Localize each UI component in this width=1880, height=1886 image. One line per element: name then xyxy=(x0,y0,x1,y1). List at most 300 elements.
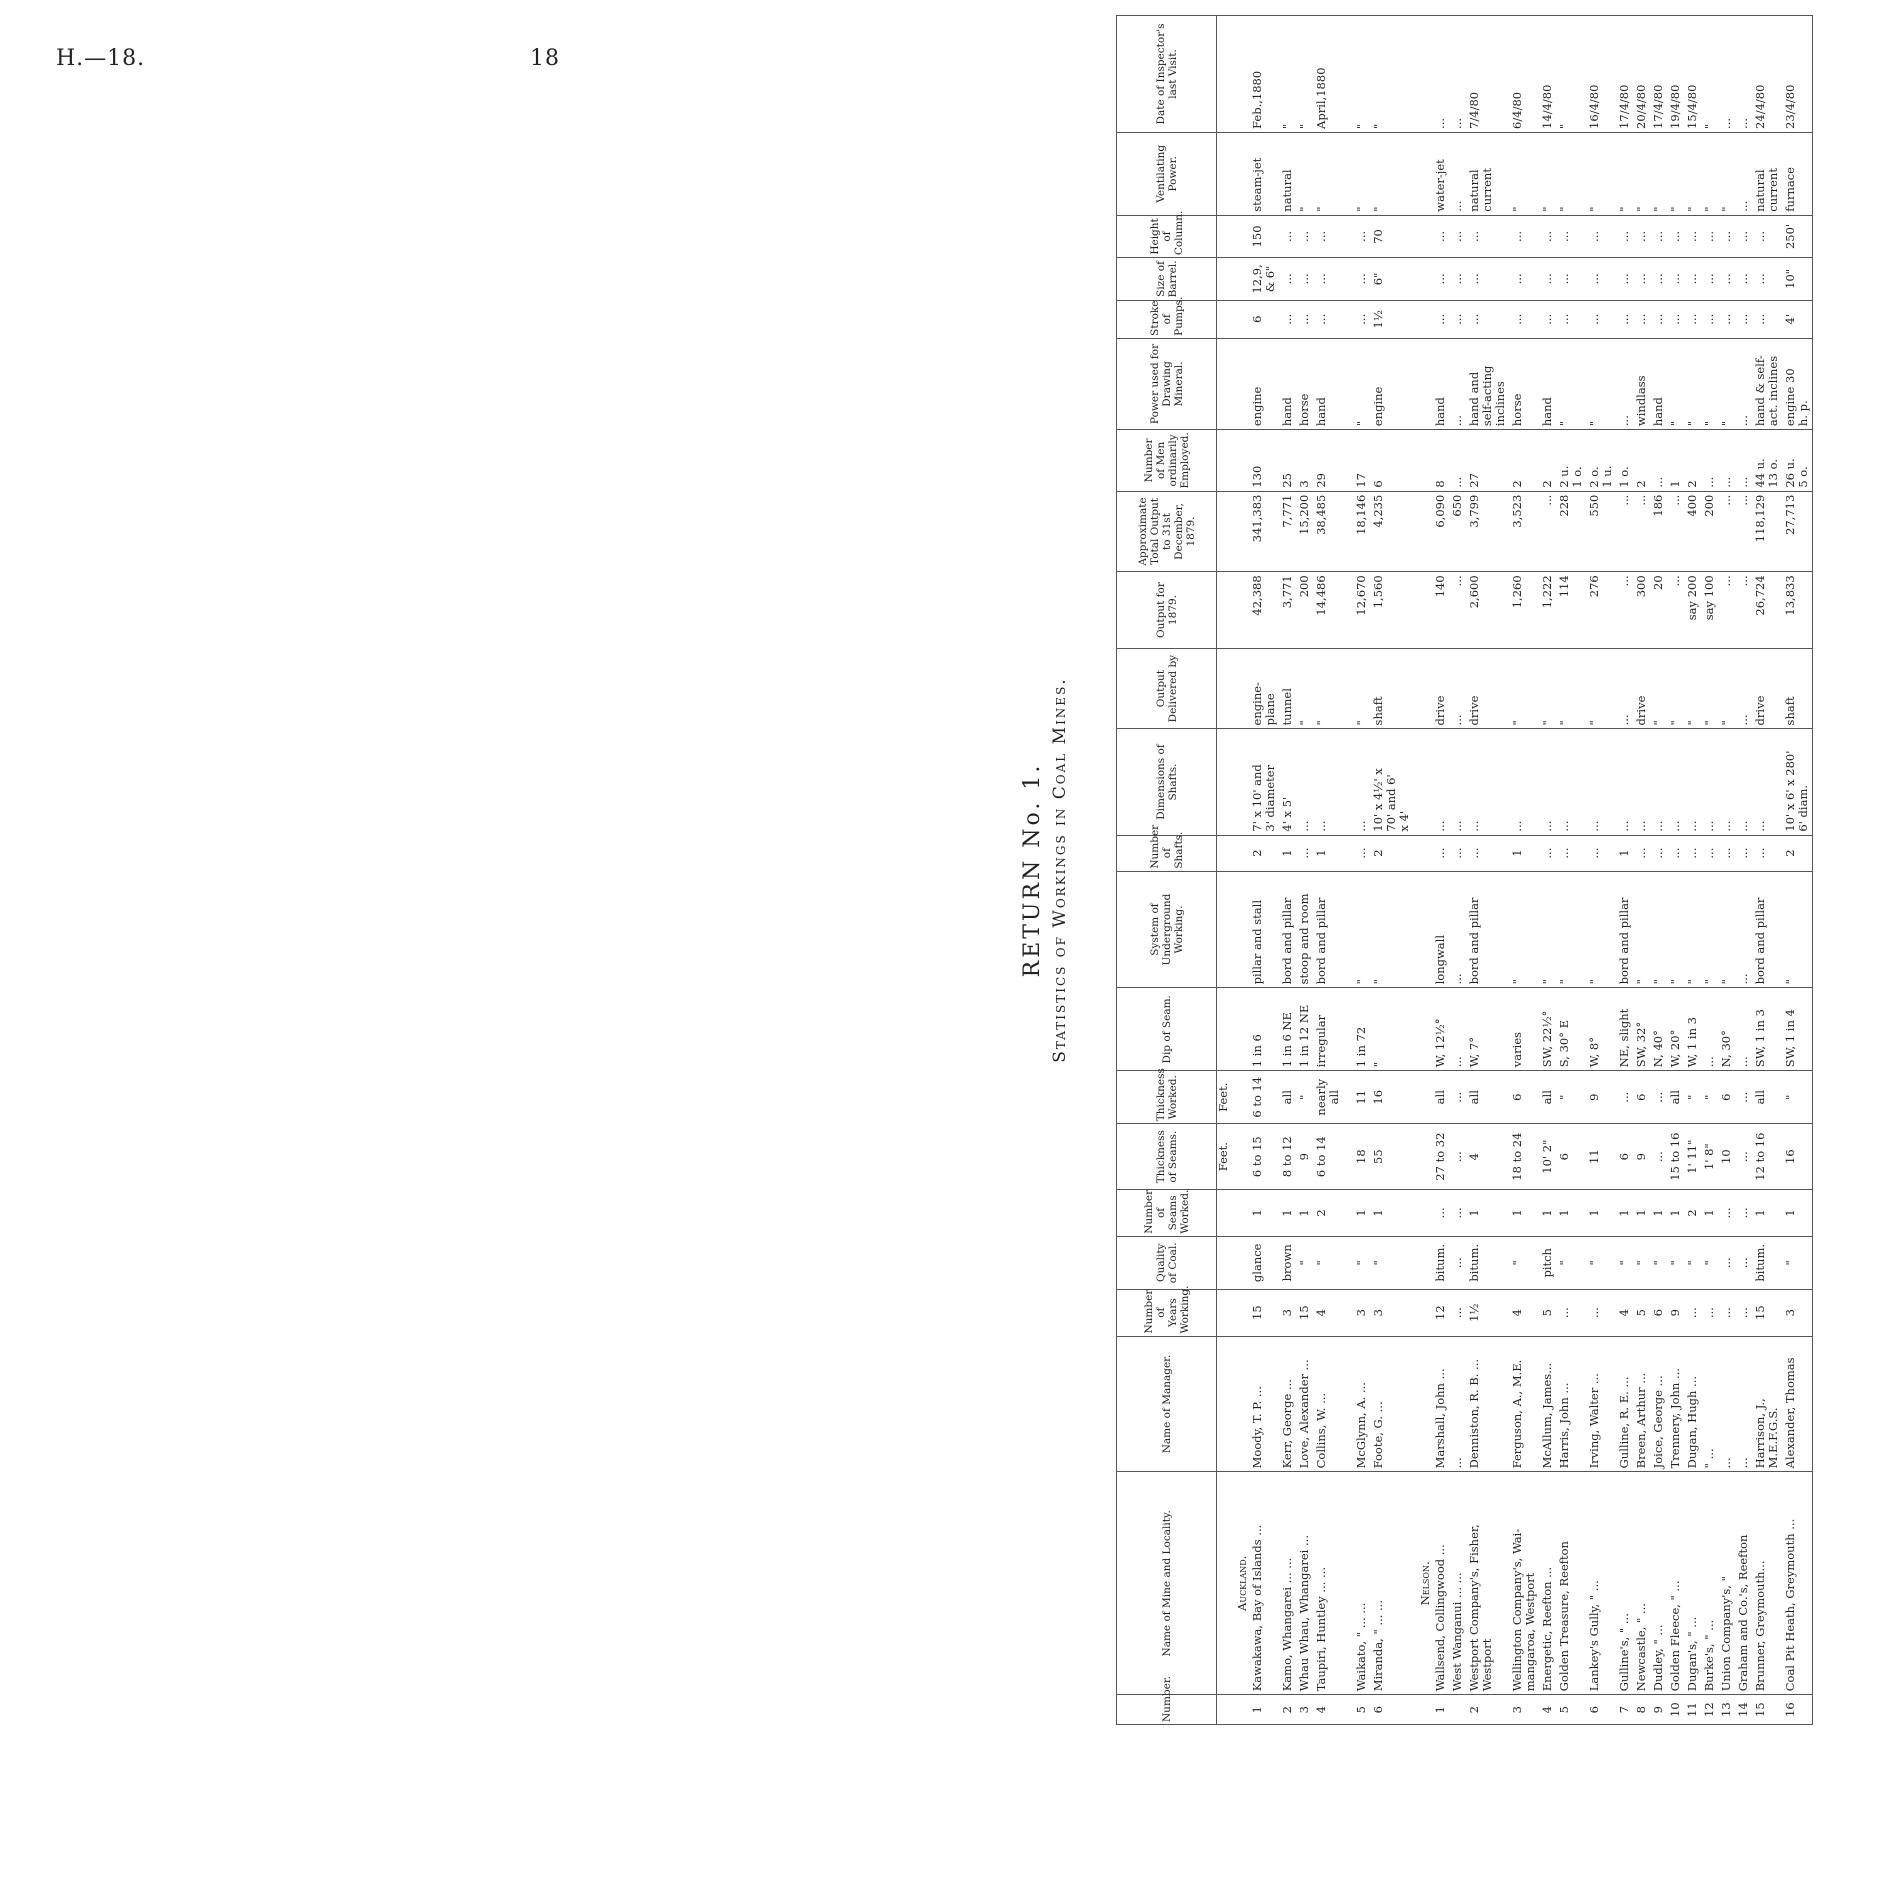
table-cell: 16 xyxy=(1782,1124,1813,1190)
table-cell: ... xyxy=(1735,988,1752,1071)
table-cell: ... xyxy=(1616,258,1633,300)
units-cell xyxy=(1217,215,1231,257)
table-cell: 14,486 xyxy=(1313,572,1343,648)
table-cell: 19/4/80 xyxy=(1667,16,1684,133)
table-cell: ... xyxy=(1667,258,1684,300)
table-cell: April,1880 xyxy=(1313,16,1343,133)
table-cell: ... xyxy=(1684,215,1701,257)
table-cell: ... xyxy=(1586,729,1616,835)
table-cell: Dugan, Hugh ... xyxy=(1684,1336,1701,1472)
table-cell: ... xyxy=(1735,572,1752,648)
table-cell: ... xyxy=(1752,729,1782,835)
section-name: Auckland. xyxy=(1230,1472,1249,1695)
table-cell: ... xyxy=(1735,430,1752,492)
table-cell: ... xyxy=(1466,300,1509,338)
table-cell: " xyxy=(1539,648,1556,729)
column-header: Dip of Seam. xyxy=(1117,988,1217,1071)
table-cell: " xyxy=(1684,132,1701,215)
table-cell: 3,523 xyxy=(1509,491,1539,572)
table-cell xyxy=(1413,1695,1432,1725)
table-cell: 150 xyxy=(1249,215,1279,257)
page-number: 18 xyxy=(530,46,560,71)
table-cell: " xyxy=(1313,1236,1343,1289)
table-cell xyxy=(1230,1236,1249,1289)
table-cell: ... xyxy=(1718,835,1735,871)
table-cell: S, 30° E xyxy=(1556,988,1586,1071)
table-cell: ... xyxy=(1735,132,1752,215)
table-cell: ... xyxy=(1684,300,1701,338)
table-cell: 250' xyxy=(1782,215,1813,257)
table-cell: 6 to 14 xyxy=(1249,1071,1279,1124)
table-cell: 5 xyxy=(1353,1695,1370,1725)
table-cell: 1 xyxy=(1616,835,1633,871)
table-cell: 18,146 xyxy=(1353,491,1370,572)
table-cell: ... xyxy=(1718,300,1735,338)
table-cell: 14/4/80 xyxy=(1539,16,1556,133)
table-cell: ... xyxy=(1735,338,1752,429)
table-cell: " xyxy=(1556,1236,1586,1289)
table-cell xyxy=(1230,258,1249,300)
table-cell: 2 xyxy=(1509,430,1539,492)
table-cell: hand xyxy=(1539,338,1556,429)
table-row xyxy=(1718,16,1735,1725)
table-cell: ... xyxy=(1296,729,1313,835)
section-name: Nelson. xyxy=(1413,1472,1432,1695)
table-cell: 1 xyxy=(1432,1695,1449,1725)
table-cell: 9 xyxy=(1650,1695,1667,1725)
table-cell: 44 u. 13 o. xyxy=(1752,430,1782,492)
table-cell: 1 xyxy=(1370,1190,1413,1237)
table-cell xyxy=(1343,300,1353,338)
units-cell xyxy=(1217,648,1231,729)
table-cell xyxy=(1230,16,1249,133)
table-cell: ... xyxy=(1667,215,1684,257)
table-cell xyxy=(1230,1071,1249,1124)
table-cell: 2 xyxy=(1466,1695,1509,1725)
table-cell: Kamo, Whangarei ... ... xyxy=(1279,1472,1296,1695)
table-cell: " xyxy=(1684,871,1701,988)
table-cell: " xyxy=(1279,16,1296,133)
table-cell: natural current xyxy=(1752,132,1782,215)
table-row xyxy=(1616,16,1633,1725)
table-cell: ... xyxy=(1718,1336,1735,1472)
table-cell xyxy=(1230,215,1249,257)
column-header: Output Delivered by xyxy=(1117,648,1217,729)
table-cell: ... xyxy=(1735,729,1752,835)
table-cell: ... xyxy=(1586,300,1616,338)
table-cell: ... xyxy=(1449,338,1466,429)
table-cell: " xyxy=(1650,132,1667,215)
table-cell: ... xyxy=(1718,491,1735,572)
table-cell: " xyxy=(1684,338,1701,429)
table-cell: longwall xyxy=(1432,871,1449,988)
table-cell: natural xyxy=(1279,132,1296,215)
table-cell xyxy=(1343,1695,1353,1725)
table-cell: natural current xyxy=(1466,132,1509,215)
table-row xyxy=(1313,16,1343,1725)
table-cell: 16 xyxy=(1782,1695,1813,1725)
table-cell: 11 xyxy=(1684,1695,1701,1725)
table-cell: " xyxy=(1650,871,1667,988)
table-cell: ... xyxy=(1466,215,1509,257)
table-cell: " xyxy=(1684,648,1701,729)
table-cell: 2 u. 1 o. xyxy=(1556,430,1586,492)
table-cell: 1 in 6 NE xyxy=(1279,988,1296,1071)
table-cell: " xyxy=(1667,338,1684,429)
table-cell: 6 to 15 xyxy=(1249,1124,1279,1190)
table-cell: hand and self-acting inclines xyxy=(1466,338,1509,429)
section-row xyxy=(1413,16,1432,1725)
table-cell: 140 xyxy=(1432,572,1449,648)
table-cell: 200 xyxy=(1701,491,1718,572)
table-cell: 12,9, & 6" xyxy=(1249,258,1279,300)
table-cell: Denniston, R. B. ... xyxy=(1466,1336,1509,1472)
table-cell: 5 xyxy=(1633,1289,1650,1336)
table-cell: ... xyxy=(1449,835,1466,871)
units-cell xyxy=(1217,1695,1231,1725)
table-cell: ... xyxy=(1684,729,1701,835)
table-row xyxy=(1650,16,1667,1725)
table-cell: 15 xyxy=(1752,1289,1782,1336)
table-cell: ... xyxy=(1650,729,1667,835)
table-cell xyxy=(1230,648,1249,729)
table-cell: 12 to 16 xyxy=(1752,1124,1782,1190)
table-row xyxy=(1586,16,1616,1725)
table-cell: hand xyxy=(1279,338,1296,429)
table-cell xyxy=(1413,215,1432,257)
table-cell: 4 xyxy=(1509,1289,1539,1336)
table-cell xyxy=(1343,572,1353,648)
table-cell: 24/4/80 xyxy=(1752,16,1782,133)
table-cell: Brunner, Greymouth... xyxy=(1752,1472,1782,1695)
table-cell: " xyxy=(1667,871,1684,988)
table-cell: ... xyxy=(1449,729,1466,835)
table-cell: 16 xyxy=(1370,1071,1413,1124)
table-cell xyxy=(1343,16,1353,133)
table-cell: Collins, W. ... xyxy=(1313,1336,1343,1472)
table-cell: Wallsend, Collingwood ... xyxy=(1432,1472,1449,1695)
table-cell: 12 xyxy=(1701,1695,1718,1725)
table-cell: N, 40° xyxy=(1650,988,1667,1071)
table-cell xyxy=(1230,988,1249,1071)
table-cell: " xyxy=(1296,16,1313,133)
table-cell: ... xyxy=(1633,835,1650,871)
table-cell: 3 xyxy=(1370,1289,1413,1336)
table-cell xyxy=(1230,132,1249,215)
table-cell: 15 xyxy=(1296,1289,1313,1336)
table-cell: Kerr, George ... xyxy=(1279,1336,1296,1472)
table-cell xyxy=(1343,1190,1353,1237)
table-cell: 1 xyxy=(1279,835,1296,871)
table-cell: shaft xyxy=(1370,648,1413,729)
table-cell: ... xyxy=(1432,215,1449,257)
table-cell xyxy=(1413,300,1432,338)
table-cell xyxy=(1343,338,1353,429)
table-cell: 10 xyxy=(1718,1124,1735,1190)
table-cell: ... xyxy=(1586,258,1616,300)
table-cell: 10' x 4½' x 70' and 6' x 4' xyxy=(1370,729,1413,835)
table-cell xyxy=(1343,648,1353,729)
table-row xyxy=(1667,16,1684,1725)
table-cell: 7 xyxy=(1616,1695,1633,1725)
table-cell: ... xyxy=(1616,491,1633,572)
table-cell: ... xyxy=(1313,258,1343,300)
table-cell: " xyxy=(1353,132,1370,215)
table-cell: 26,724 xyxy=(1752,572,1782,648)
table-cell: 1 xyxy=(1633,1190,1650,1237)
table-cell xyxy=(1230,871,1249,988)
table-cell: W, 20° xyxy=(1667,988,1684,1071)
table-cell: ... xyxy=(1701,729,1718,835)
table-cell: drive xyxy=(1752,648,1782,729)
table-cell: 17/4/80 xyxy=(1650,16,1667,133)
table-cell: 23/4/80 xyxy=(1782,16,1813,133)
table-cell: 3,799 xyxy=(1466,491,1509,572)
table-cell: 1 xyxy=(1586,1190,1616,1237)
table-cell xyxy=(1343,1236,1353,1289)
table-cell: 6 xyxy=(1509,1071,1539,1124)
table-cell: ... xyxy=(1296,258,1313,300)
section-row xyxy=(1230,16,1249,1725)
table-cell: nearly all xyxy=(1313,1071,1343,1124)
table-cell: 11 xyxy=(1586,1124,1616,1190)
table-cell: 26 u. 5 o. xyxy=(1782,430,1813,492)
table-cell: " xyxy=(1353,338,1370,429)
column-header: Number of Men ordinarily Employed. xyxy=(1117,430,1217,492)
table-cell: drive xyxy=(1432,648,1449,729)
table-cell: ... xyxy=(1667,572,1684,648)
table-cell: ... xyxy=(1735,300,1752,338)
table-cell: water-jet xyxy=(1432,132,1449,215)
table-cell: " xyxy=(1370,1236,1413,1289)
table-cell: " xyxy=(1667,1236,1684,1289)
table-cell: 18 xyxy=(1353,1124,1370,1190)
table-cell: ... xyxy=(1449,1190,1466,1237)
table-body xyxy=(1217,16,1813,1725)
table-cell: ... xyxy=(1432,835,1449,871)
table-cell: 1 xyxy=(1296,1190,1313,1237)
table-cell: ... xyxy=(1509,729,1539,835)
table-row xyxy=(1735,16,1752,1725)
table-cell: " xyxy=(1556,871,1586,988)
table-cell: 300 xyxy=(1633,572,1650,648)
table-cell: 1 in 72 xyxy=(1353,988,1370,1071)
table-row xyxy=(1752,16,1782,1725)
table-cell: ... xyxy=(1539,729,1556,835)
table-cell: ... xyxy=(1466,835,1509,871)
table-cell: ... xyxy=(1466,258,1509,300)
units-cell xyxy=(1217,871,1231,988)
table-cell: 15 xyxy=(1249,1289,1279,1336)
table-cell: ... xyxy=(1701,258,1718,300)
table-cell: bord and pillar xyxy=(1752,871,1782,988)
units-cell xyxy=(1217,1236,1231,1289)
table-cell: 341,383 xyxy=(1249,491,1279,572)
table-cell: " xyxy=(1782,1236,1813,1289)
table-row xyxy=(1343,16,1353,1725)
table-cell: 3 xyxy=(1509,1695,1539,1725)
table-cell: engine 30 h. p. xyxy=(1782,338,1813,429)
column-header: Power used for Drawing Mineral. xyxy=(1117,338,1217,429)
table-cell: Foote, G. ... xyxy=(1370,1336,1413,1472)
table-cell: 1½ xyxy=(1370,300,1413,338)
units-cell xyxy=(1217,729,1231,835)
table-cell: 1,260 xyxy=(1509,572,1539,648)
table-cell: 8 xyxy=(1633,1695,1650,1725)
table-cell: ... xyxy=(1633,258,1650,300)
table-cell: ... xyxy=(1667,300,1684,338)
table-cell: ... xyxy=(1701,300,1718,338)
table-cell: 130 xyxy=(1249,430,1279,492)
table-cell: brown xyxy=(1279,1236,1296,1289)
table-cell: all xyxy=(1466,1071,1509,1124)
table-cell: " xyxy=(1586,338,1616,429)
table-cell: W, 7° xyxy=(1466,988,1509,1071)
table-cell: Gulline's, " ... xyxy=(1616,1472,1633,1695)
table-cell: Westport Company's, Fisher, Westport xyxy=(1466,1472,1509,1695)
table-cell: " xyxy=(1353,1236,1370,1289)
table-cell: " xyxy=(1616,1236,1633,1289)
table-row xyxy=(1684,16,1701,1725)
table-row xyxy=(1279,16,1296,1725)
table-cell: 15 xyxy=(1752,1695,1782,1725)
table-cell: Dudley, " ... xyxy=(1650,1472,1667,1695)
table-cell: Dugan's, " ... xyxy=(1684,1472,1701,1695)
table-cell: 2 xyxy=(1684,430,1701,492)
table-cell: 1,222 xyxy=(1539,572,1556,648)
table-cell: " xyxy=(1556,648,1586,729)
column-header: Number. xyxy=(1117,1695,1217,1725)
table-cell xyxy=(1343,258,1353,300)
table-cell: ... xyxy=(1353,258,1370,300)
table-cell xyxy=(1343,835,1353,871)
table-cell: 1' 8" xyxy=(1701,1124,1718,1190)
table-cell: 2 xyxy=(1782,835,1813,871)
table-cell: all xyxy=(1752,1071,1782,1124)
column-header: Ventilating Power. xyxy=(1117,132,1217,215)
table-cell: bitum. xyxy=(1432,1236,1449,1289)
table-cell: ... xyxy=(1449,132,1466,215)
table-cell xyxy=(1230,572,1249,648)
table-cell: 27 to 32 xyxy=(1432,1124,1449,1190)
table-cell: ... xyxy=(1556,729,1586,835)
table-cell: Union Company's, " xyxy=(1718,1472,1735,1695)
column-header: Output for 1879. xyxy=(1117,572,1217,648)
column-header: Stroke of Pumps. xyxy=(1117,300,1217,338)
table-cell: 42,388 xyxy=(1249,572,1279,648)
table-cell: ... xyxy=(1432,1190,1449,1237)
column-header: Thickness Worked. xyxy=(1117,1071,1217,1124)
table-cell: 2 xyxy=(1249,835,1279,871)
table-row xyxy=(1539,16,1556,1725)
table-cell xyxy=(1413,1124,1432,1190)
table-cell: all xyxy=(1279,1071,1296,1124)
table-cell: ... xyxy=(1650,215,1667,257)
table-cell: " xyxy=(1353,16,1370,133)
table-cell: ... xyxy=(1718,430,1735,492)
table-cell: " xyxy=(1313,648,1343,729)
table-cell: 4 xyxy=(1616,1289,1633,1336)
table-cell xyxy=(1343,1124,1353,1190)
table-cell: ... xyxy=(1449,1071,1466,1124)
table-cell xyxy=(1413,16,1432,133)
table-cell: 550 xyxy=(1586,491,1616,572)
table-cell xyxy=(1230,729,1249,835)
table-cell xyxy=(1230,1190,1249,1237)
table-cell: 10' x 6' x 280' 6' diam. xyxy=(1782,729,1813,835)
table-cell: ... xyxy=(1616,1071,1633,1124)
table-cell: pitch xyxy=(1539,1236,1556,1289)
table-cell xyxy=(1343,215,1353,257)
table-cell: 6 xyxy=(1249,300,1279,338)
table-cell: 1 xyxy=(1466,1190,1509,1237)
table-cell: Ferguson, A., M.E. xyxy=(1509,1336,1539,1472)
table-cell: Marshall, John ... xyxy=(1432,1336,1449,1472)
table-cell: ... xyxy=(1752,215,1782,257)
table-cell: 118,129 xyxy=(1752,491,1782,572)
table-cell xyxy=(1413,258,1432,300)
table-cell: ... xyxy=(1296,835,1313,871)
table-cell: " xyxy=(1667,132,1684,215)
table-cell: ... xyxy=(1449,258,1466,300)
table-cell: ... xyxy=(1449,1236,1466,1289)
table-cell: all xyxy=(1432,1071,1449,1124)
table-cell: W, 8° xyxy=(1586,988,1616,1071)
table-cell: " xyxy=(1701,132,1718,215)
table-cell: ... xyxy=(1718,1289,1735,1336)
table-cell: Taupiri, Huntley ... ... xyxy=(1313,1472,1343,1695)
table-cell xyxy=(1413,572,1432,648)
table-cell: ... xyxy=(1735,1236,1752,1289)
table-cell: " xyxy=(1353,871,1370,988)
coal-mines-table xyxy=(1116,15,1813,1725)
table-cell: NE, slight xyxy=(1616,988,1633,1071)
table-cell: " xyxy=(1586,648,1616,729)
column-header: Date of Inspector's last Visit. xyxy=(1117,16,1217,133)
table-cell: 4 xyxy=(1313,1289,1343,1336)
table-cell: 3 xyxy=(1782,1289,1813,1336)
table-cell xyxy=(1413,871,1432,988)
units-cell xyxy=(1217,835,1231,871)
return-subtitle: Statistics of Workings in Coal Mines. xyxy=(1050,677,1070,1063)
table-cell: ... xyxy=(1279,258,1296,300)
table-cell: ... xyxy=(1735,871,1752,988)
column-header: Height of Column. xyxy=(1117,215,1217,257)
table-cell: Waikato, " ... ... xyxy=(1353,1472,1370,1695)
table-cell: 7' x 10' and 3' diameter xyxy=(1249,729,1279,835)
table-cell: varies xyxy=(1509,988,1539,1071)
column-header: Thickness of Seams. xyxy=(1117,1124,1217,1190)
table-cell: ... xyxy=(1449,1336,1466,1472)
table-cell: bitum. xyxy=(1752,1236,1782,1289)
table-cell xyxy=(1413,988,1432,1071)
table-cell: ... xyxy=(1509,258,1539,300)
table-cell: ... xyxy=(1650,835,1667,871)
table-cell: 1 xyxy=(1752,1190,1782,1237)
table-cell: " xyxy=(1509,1236,1539,1289)
table-cell: 7,771 xyxy=(1279,491,1296,572)
table-cell: ... xyxy=(1449,648,1466,729)
table-row xyxy=(1466,16,1509,1725)
table-cell: ... xyxy=(1449,215,1466,257)
table-cell: ... xyxy=(1633,215,1650,257)
table-cell: ... xyxy=(1353,835,1370,871)
table-cell xyxy=(1343,491,1353,572)
table-cell: 1 xyxy=(1509,835,1539,871)
column-header: Size of Barrel. xyxy=(1117,258,1217,300)
table-row xyxy=(1701,16,1718,1725)
table-cell: steam-jet xyxy=(1249,132,1279,215)
